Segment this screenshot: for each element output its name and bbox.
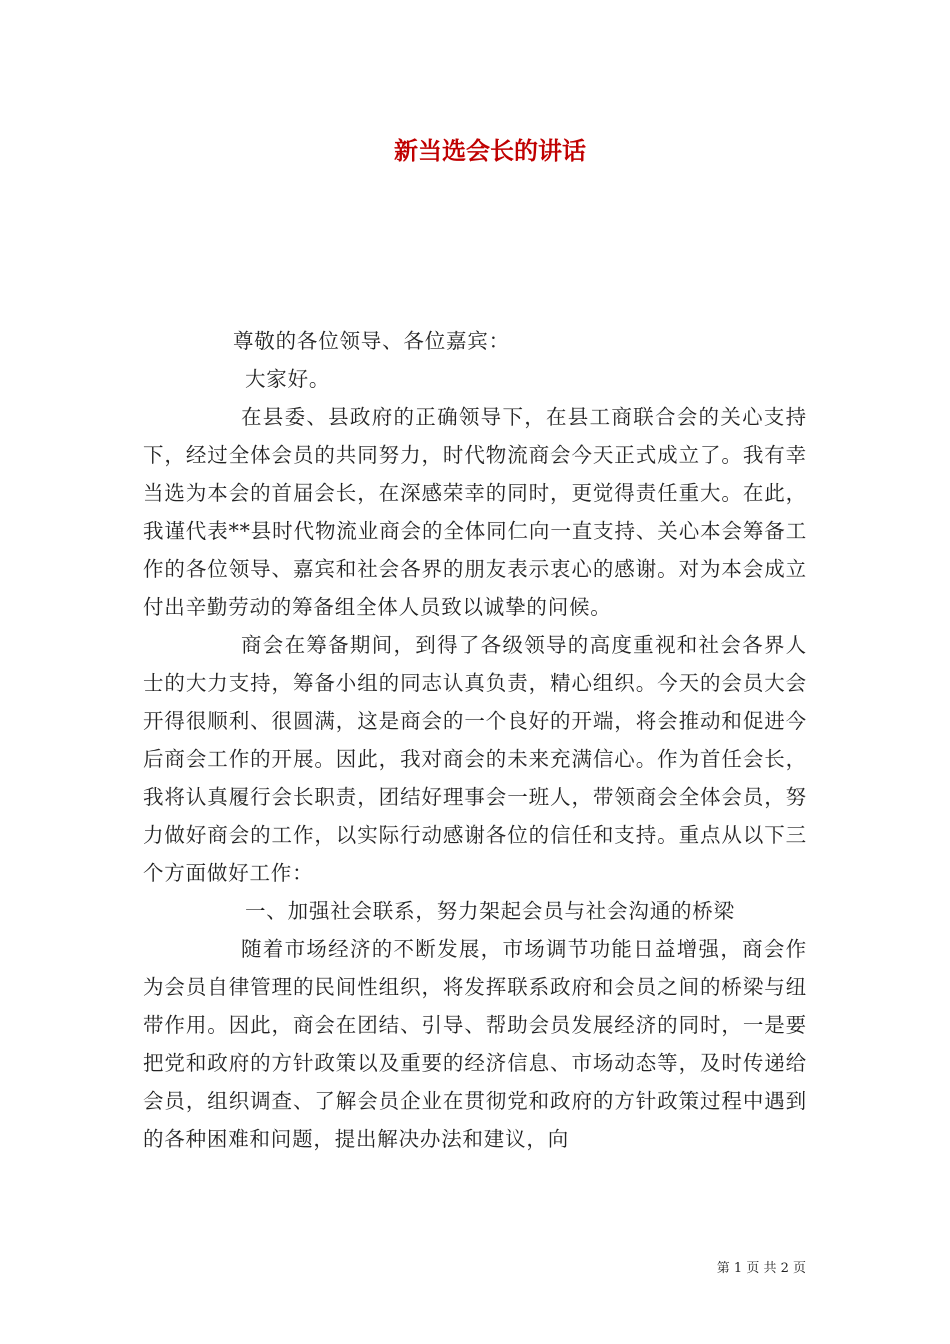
page-number: 第 1 页 共 2 页 (716, 1261, 806, 1276)
greeting: 大家好。 (245, 367, 331, 391)
section-paragraph: 随着市场经济的不断发展，市场调节功能日益增强，商会作为会员自律管理的民间性组织，将发挥联系政府和会员之间的桥梁与纽带作用。因此，商会在团结、引导、帮助会员发展经济的同时，一是要把党和政府的方针政策以及重要的经济信息、市场动态等，及时传递给会员，组织调查、了解会员企业在贯彻党和政府的方针政策过程中遇到的各种困难和问题，提出解决办法和建议，向 (143, 937, 807, 1151)
paragraph-1: 在县委、县政府的正确领导下，在县工商联合会的关心支持下，经过全体会员的共同努力，时代物流商会今天正式成立了。我有幸当选为本会的首届会长，在深感荣幸的同时，更觉得责任重大。在此，我谨代表**县时代物流业商会的全体同仁向一直支持、关心本会筹备工作的各位领导、嘉宾和社会各界的朋友表示衷心的感谢。对为本会成立付出辛勤劳动的筹备组全体人员致以诚挚的问候。 (143, 405, 807, 619)
document-body (143, 322, 807, 1158)
document-title: 新当选会长的讲话 (394, 136, 586, 165)
salutation: 尊敬的各位领导、各位嘉宾： (233, 329, 510, 353)
section-heading: 一、加强社会联系，努力架起会员与社会沟通的桥梁 (245, 899, 735, 923)
paragraph-2: 商会在筹备期间，到得了各级领导的高度重视和社会各界人士的大力支持，筹备小组的同志认真负责，精心组织。今天的会员大会开得很顺利、很圆满，这是商会的一个良好的开端，将会推动和促进今后商会工作的开展。因此，我对商会的未来充满信心。作为首任会长，我将认真履行会长职责，团结好理事会一班人，带领商会全体会员，努力做好商会的工作，以实际行动感谢各位的信任和支持。重点从以下三个方面做好工作： (143, 633, 807, 885)
